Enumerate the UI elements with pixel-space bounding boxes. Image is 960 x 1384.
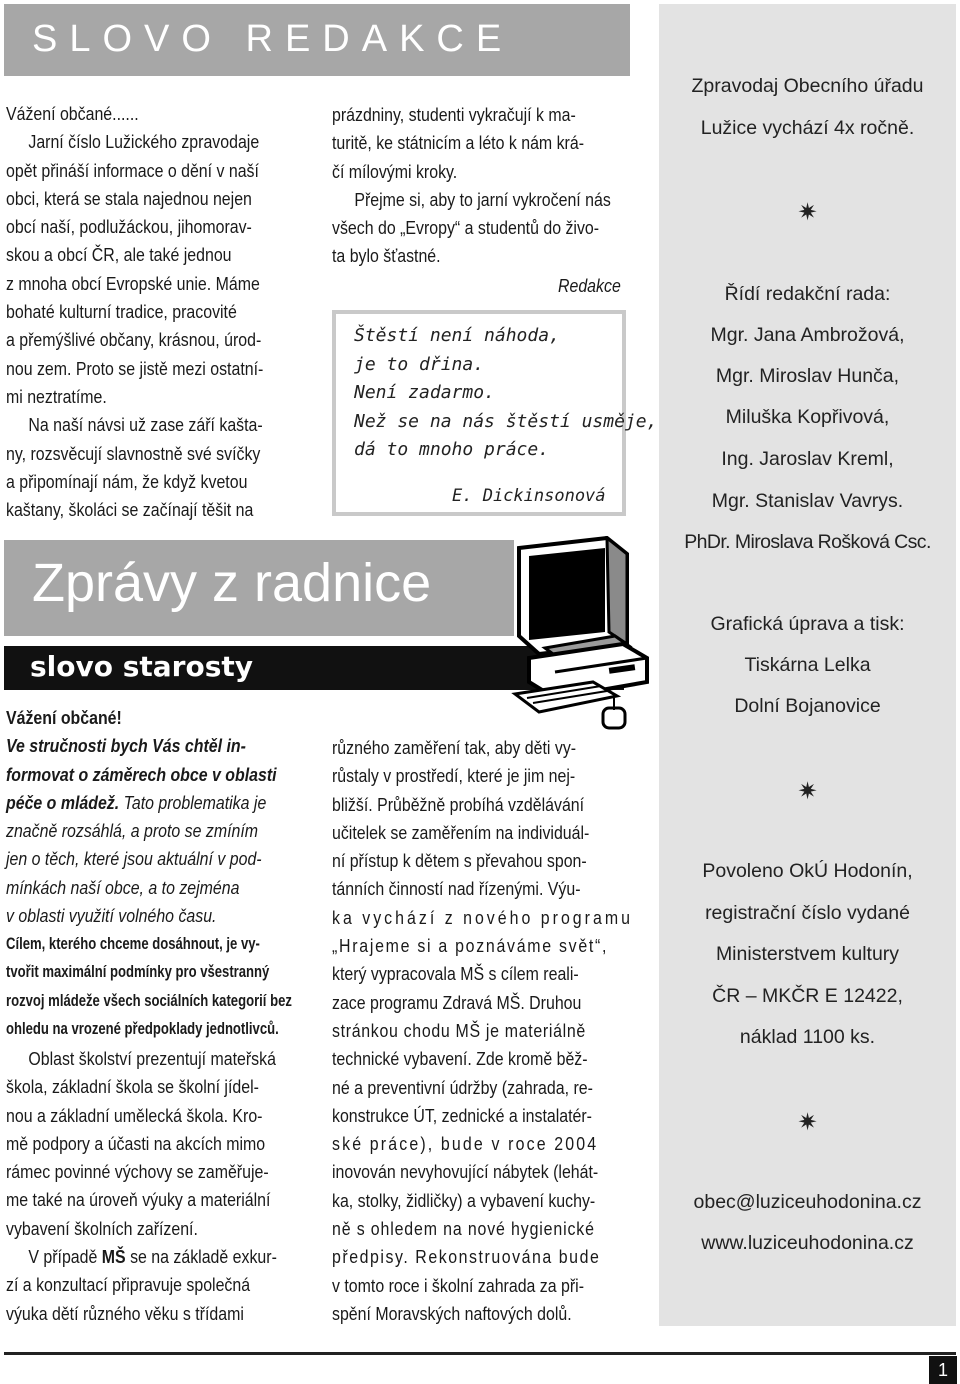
editorial-left-column	[6, 100, 263, 524]
board-title: Řídí redakční rada:	[724, 283, 891, 305]
editorial-signature: Redakce	[558, 275, 621, 296]
text-line: prázdniny, studenti vykračují k ma-	[332, 104, 576, 125]
text-line: mi neztratíme.	[6, 385, 107, 407]
quote-author: E. Dickinsonová	[452, 486, 606, 506]
text-span: péče o mládež.	[6, 791, 120, 813]
page-number: 1	[929, 1356, 957, 1384]
text-line: výuka dětí různého věku s třídami	[6, 1302, 244, 1324]
text-line: opět přináší informace o dění v naší	[6, 159, 259, 181]
text-span: V případě	[28, 1246, 102, 1268]
text-line: zí a konzultací připravuje společná	[6, 1274, 251, 1296]
text-line: ka, stolky, židličky) a vybavení kuchy-	[332, 1189, 596, 1211]
quote-line: dá to mnoho práce.	[354, 439, 550, 460]
text-line: obcí naší, podlužáckou, jihomorav-	[6, 216, 252, 238]
print-line: Dolní Bojanovice	[734, 695, 881, 717]
header-bar	[4, 4, 630, 76]
text-line: ně s ohledem na nové hygienické	[332, 1218, 595, 1240]
text-line: „Hrajeme si a poznáváme svět“,	[332, 935, 609, 957]
text-line: né a preventivní údržby (zahrada, re-	[332, 1076, 593, 1098]
text-line: formovat o záměrech obce v oblasti	[6, 763, 277, 785]
text-line: bohaté kulturní tradice, pracovité	[6, 301, 237, 323]
text-line: Cílem, kterého chceme dosáhnout, je vy-	[6, 934, 260, 953]
text-line: učitelek se zaměřením na individuál-	[332, 821, 590, 843]
text-line: všech do „Evropy“ a studentů do živo-	[332, 217, 600, 239]
text-line: nou zem. Proto se jistě mezi ostatní-	[6, 357, 264, 379]
text-line	[6, 1243, 277, 1271]
sidebar-intro-line: Lužice vychází 4x ročně.	[700, 117, 915, 139]
text-line: turitě, ke státnicím a léto k nám krá-	[332, 132, 585, 154]
text-span: MŠ	[101, 1246, 126, 1268]
board-member: Ing. Jaroslav Kreml,	[721, 448, 894, 470]
board-member: Mgr. Stanislav Vavrys.	[711, 490, 904, 512]
sidebar-intro-line: Zpravodaj Obecního úřadu	[691, 75, 924, 97]
text-line: tvořit maximální podmínky pro všestranný	[6, 962, 270, 982]
text-line: a připomínají nám, že když kvetou	[6, 470, 248, 492]
text-line: mínkách naší obce, a to zejména	[6, 876, 240, 898]
text-line: ohledu na vrozené předpoklady jednotlivců.	[6, 1018, 279, 1038]
board-member: Mgr. Jana Ambrožová,	[710, 324, 905, 346]
text-line: ní přístup k dětem s převahou spon-	[332, 850, 587, 872]
quote-text	[354, 322, 657, 465]
registration-line: Povoleno OkÚ Hodonín,	[702, 860, 913, 882]
text-line: tánních činností nad řízenými. Výu-	[332, 878, 581, 900]
star-icon: ✷	[797, 199, 818, 226]
monitor-screen-icon	[529, 548, 605, 640]
text-line: Jarní číslo Lužického zpravodaje	[28, 131, 260, 153]
quote-line: je to dřina.	[354, 353, 485, 375]
text-line: kaštany, školáci se začínají těšit na	[6, 499, 254, 521]
text-line: různého zaměření tak, aby děti vy-	[332, 737, 577, 758]
text-span: se na základě exkur-	[125, 1246, 277, 1268]
text-line: v tomto roce i školní zahrada za při-	[332, 1274, 585, 1296]
text-line: stránkou chodu MŠ je materiálně	[332, 1019, 586, 1041]
text-line: Přejme si, aby to jarní vykročení nás	[354, 188, 611, 210]
text-line: ské práce), bude v roce 2004	[332, 1133, 599, 1155]
text-line: v oblasti využití volného času.	[6, 905, 217, 927]
text-line: ta bylo šťastné.	[332, 245, 441, 267]
board-member: Miluška Kopřivová,	[725, 406, 890, 428]
mayor-right-column	[332, 734, 633, 1328]
text-line: spění Moravských naftových dolů.	[332, 1302, 572, 1324]
text-line: zace programu Zdravá MŠ. Druhou	[332, 991, 582, 1013]
text-line: a přemýšlivé občany, krásnou, úrod-	[6, 329, 262, 351]
editorial-right-column	[332, 101, 611, 271]
text-span: Tato problematika je	[119, 791, 267, 813]
text-line: Na naší návsi už zase září kašta-	[28, 414, 263, 436]
text-line: značně rozsáhlá, a proto se zmíním	[6, 820, 259, 842]
text-line: mě podpory a účasti na akcích mimo	[6, 1132, 266, 1154]
print-line: Grafická úprava a tisk:	[710, 613, 905, 635]
registration-line: náklad 1100 ks.	[739, 1026, 876, 1048]
text-line: jen o těch, které jsou aktuální v pod-	[6, 848, 262, 870]
quote-line: Není zadarmo.	[354, 382, 495, 403]
star-icon: ✷	[797, 778, 818, 805]
mayor-bold-paragraph	[6, 930, 292, 1043]
mayor-left-column-2	[6, 1045, 277, 1328]
text-line: škola, základní škola se školní jídel-	[6, 1076, 259, 1098]
text-line: vybavení školních zařízení.	[6, 1217, 198, 1239]
print-line: Tiskárna Lelka	[744, 654, 871, 676]
footer-rule	[4, 1352, 956, 1355]
quote-line: Než se na nás štěstí usměje,	[354, 410, 658, 432]
text-line: předpisy. Rekonstruována bude	[332, 1246, 601, 1268]
text-line: bližší. Průběžně probíhá vzdělávání	[332, 793, 585, 815]
text-line: inovován nevyhovující nábytek (lehát-	[332, 1161, 599, 1183]
mouse-icon	[603, 708, 625, 728]
info-sidebar	[659, 4, 956, 1326]
text-line: skou a obcí ČR, ale také jednou	[6, 244, 232, 266]
quote-line: Štěstí není náhoda,	[354, 325, 560, 346]
text-line: obci, která se stala najednou nejen	[6, 187, 252, 209]
text-line: Oblast školství prezentují mateřská	[28, 1048, 276, 1069]
text-line: rámec povinné výchovy se zaměřuje-	[6, 1161, 269, 1183]
star-icon: ✷	[797, 1109, 818, 1136]
website-link[interactable]: www.luziceuhodonina.cz	[701, 1232, 914, 1254]
text-line: čí mílovými kroky.	[332, 160, 458, 182]
text-line: rozvoj mládeže všech sociálních kategorií bez	[6, 990, 292, 1010]
email-link[interactable]: obec@luziceuhodonina.cz	[693, 1191, 922, 1213]
registration-line: Ministerstvem kultury	[715, 943, 900, 965]
board-member: PhDr. Miroslava Rošková Csc.	[684, 531, 931, 553]
text-line: Vážení občané......	[6, 103, 139, 124]
text-line: ny, rozsvěcují slavnostně své svíčky	[6, 442, 261, 464]
greeting: Vážení občané!	[6, 707, 122, 728]
text-line: růstaly v prostředí, které je jim nej-	[332, 765, 576, 787]
board-member: Mgr. Miroslav Hunča,	[715, 365, 900, 387]
registration-line: ČR – MKČR E 12422,	[712, 985, 903, 1007]
text-line: Ve stručnosti bych Vás chtěl in-	[6, 735, 246, 757]
text-line: technické vybavení. Zde kromě běž-	[332, 1048, 588, 1070]
text-line: konstrukce ÚT, zednické a instalatér-	[332, 1104, 592, 1126]
text-line: který vypracovala MŠ s cílem reali-	[332, 963, 579, 985]
text-line	[6, 789, 277, 817]
text-line: nou a základní umělecká škola. Kro-	[6, 1104, 263, 1126]
section-title: Zprávy z radnice	[32, 553, 432, 613]
text-line: me také na úroveň výuky a materiální	[6, 1189, 271, 1211]
text-line: ka vychází z nového programu	[332, 906, 633, 928]
mayor-left-column	[6, 704, 277, 930]
section-subtitle: slovo starosty	[30, 650, 254, 683]
registration-line: registrační číslo vydané	[705, 902, 910, 924]
text-line: z mnoha obcí Evropské unie. Máme	[6, 272, 260, 294]
page-title: SLOVO REDAKCE	[32, 18, 514, 60]
computer-illustration	[505, 536, 655, 736]
